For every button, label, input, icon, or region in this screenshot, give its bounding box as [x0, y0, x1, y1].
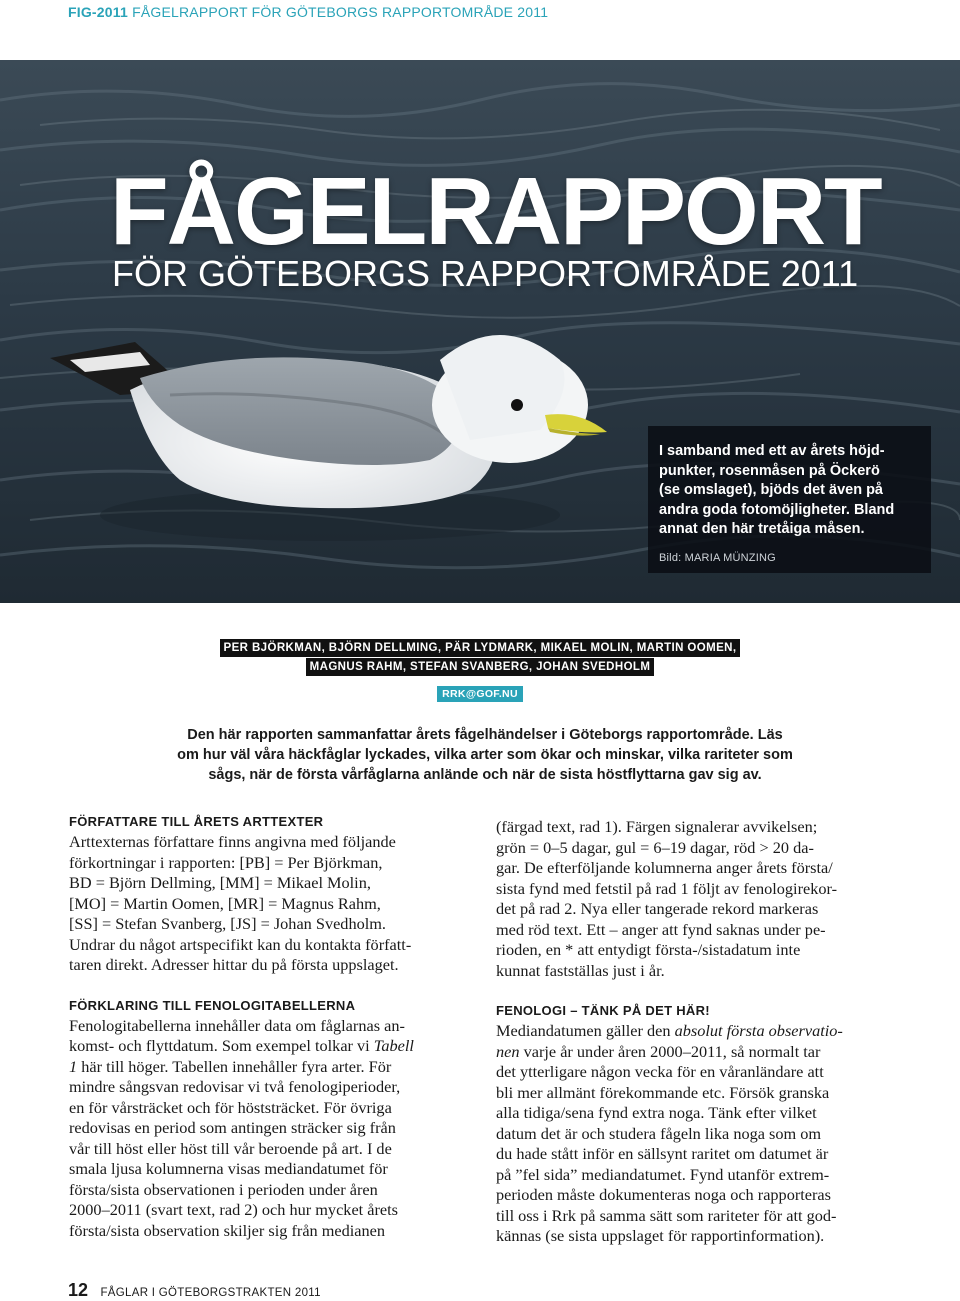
body-line: [SS] = Stefan Svanberg, [JS] = Johan Svedholm.: [69, 914, 386, 933]
page-subtitle: FÖR GÖTEBORGS RAPPORTOMRÅDE 2011: [112, 253, 859, 294]
body-line: med röd text. Ett – anger att fynd saknas under pe-: [496, 919, 826, 939]
intro-paragraph: [150, 725, 820, 785]
running-head-title: FÅGELRAPPORT FÖR GÖTEBORGS RAPPORTOMRÅDE 2011: [132, 4, 549, 20]
caption-line: andra goda fotomöjligheter. Bland: [659, 501, 895, 518]
intro-line: om hur väl våra häckfåglar lyckades, vilka arter som ökar och minskar, vilka rariteter som: [177, 747, 793, 763]
section-body-authors: [69, 832, 469, 976]
body-line: första/sista observation skiljer sig från medianen: [69, 1220, 386, 1240]
caption-line: I samband med ett av årets höjd-: [659, 443, 885, 459]
body-line: förkortningar i rapporten: [PB] = Per Björkman,: [69, 852, 383, 872]
body-line: Mediandatumen gäller den absolut första observatio-: [496, 1021, 843, 1040]
body-line: kännas (se sista uppslaget för rapportinformation).: [496, 1226, 825, 1245]
author-list: [0, 638, 960, 676]
body-line: vår till höst eller höst till vår beroende på art. I de: [69, 1138, 392, 1158]
body-line: kunnat fastställas just i år.: [496, 960, 665, 980]
running-head: [68, 4, 548, 20]
body-line: sista fynd med fetstil på rad 1 följt av fenologirekor-: [496, 878, 838, 898]
body-line: gar. De efterföljande kolumnerna anger årets första/: [496, 858, 833, 877]
body-line: det ytterligare någon vecka för en våranländare att: [496, 1062, 824, 1081]
body-line: mindre sångsvan redovisar vi två fenologiperioder,: [69, 1077, 401, 1096]
body-line: Fenologitabellerna innehåller data om fåglarnas an-: [69, 1015, 405, 1035]
page-title: FÅGELRAPPORT: [110, 158, 881, 265]
section-body-tips: [496, 1021, 896, 1247]
section-heading-tips: FENOLOGI – TÄNK PÅ DET HÄR!: [496, 1003, 710, 1018]
photo-caption: [659, 442, 919, 540]
intro-line: Den här rapporten sammanfattar årets fågelhändelser i Göteborgs rapportområde. Läs: [187, 727, 783, 743]
body-line: datum det är och studera fågeln lika noga som om: [496, 1123, 822, 1143]
body-line: taren direkt. Adresser hittar du på första uppslaget.: [69, 955, 399, 974]
body-line: BD = Björn Dellming, [MM] = Mikael Molin,: [69, 873, 371, 892]
body-line: Undrar du något artspecifikt kan du kontakta författ-: [69, 934, 412, 954]
publication-name: FÅGLAR I GÖTEBORGSTRAKTEN 2011: [100, 1287, 321, 1299]
body-line: rioden, en * att entydigt första-/sistadatum inte: [496, 940, 801, 959]
photo-credit: Bild: MARIA MÜNZING: [659, 551, 776, 564]
body-line: redovisas en period som antingen sträcker sig från: [69, 1118, 396, 1137]
author-line: PER BJÖRKMAN, BJÖRN DELLMING, PÄR LYDMARK, MIKAEL MOLIN, MARTIN OOMEN,: [220, 639, 741, 657]
body-line: grön = 0–5 dagar, gul = 6–19 dagar, röd > 20 da-: [496, 837, 814, 857]
caption-line: annat den här tretåiga måsen.: [659, 521, 865, 537]
photo-caption-box: [648, 426, 931, 573]
body-line: på ”fel sida” mediandatumet. Fynd utanför extrem-: [496, 1164, 830, 1184]
page-footer: [68, 1280, 321, 1301]
left-column: [69, 814, 469, 1241]
body-line: en för vårsträcket och för höststräcket. För övriga: [69, 1097, 392, 1117]
page-number: 12: [68, 1280, 89, 1300]
right-column: [496, 817, 896, 1247]
body-line: smala ljusa kolumnerna visas mediandatumet för: [69, 1159, 388, 1178]
body-line: 2000–2011 (svart text, rad 2) och hur mycket årets: [69, 1200, 398, 1219]
section-body-phenology: [69, 1016, 469, 1242]
body-line: till oss i Rrk på samma sätt som rariteter för att god-: [496, 1205, 837, 1225]
body-line: komst- och flyttdatum. Som exempel tolkar vi Tabell: [69, 1036, 414, 1055]
section-body-continued: [496, 817, 896, 981]
body-line: första/sista observationen i perioden under åren: [69, 1179, 378, 1199]
running-head-fig: FIG-2011: [68, 4, 128, 20]
intro-line: sågs, när de första vårfåglarna anlände och när de sista höstflyttarna gav sig av.: [208, 767, 762, 783]
body-line: perioden måste dokumenteras noga och rapporteras: [496, 1185, 831, 1204]
body-line: alla tidiga/sena fynd extra noga. Tänk efter vilket: [496, 1103, 817, 1122]
contact-email: [0, 684, 960, 702]
body-line: (färgad text, rad 1). Färgen signalerar avvikelsen;: [496, 817, 818, 836]
author-line: MAGNUS RAHM, STEFAN SVANBERG, JOHAN SVEDHOLM: [306, 658, 655, 676]
section-heading-authors: FÖRFATTARE TILL ÅRETS ARTTEXTER: [69, 814, 324, 829]
body-line: 1 här till höger. Tabellen innehåller fyra arter. För: [69, 1056, 392, 1076]
body-line: Arttexternas författare finns angivna med följande: [69, 832, 396, 851]
body-line: det på rad 2. Nya eller tangerade rekord markeras: [496, 899, 819, 918]
body-line: du hade stått inför en sällsynt raritet om datumet är: [496, 1144, 829, 1163]
body-line: bli mer allmänt förekommande etc. Försök granska: [496, 1082, 830, 1102]
body-line: [MO] = Martin Oomen, [MR] = Magnus Rahm,: [69, 893, 381, 913]
section-heading-phenology: FÖRKLARING TILL FENOLOGITABELLERNA: [69, 997, 356, 1013]
email-link[interactable]: RRK@GOF.NU: [437, 686, 523, 702]
body-line: nen varje år under åren 2000–2011, så normalt tar: [496, 1041, 821, 1061]
caption-line: punkter, rosenmåsen på Öckerö: [659, 462, 880, 479]
caption-line: (se omslaget), bjöds det även på: [659, 482, 883, 498]
